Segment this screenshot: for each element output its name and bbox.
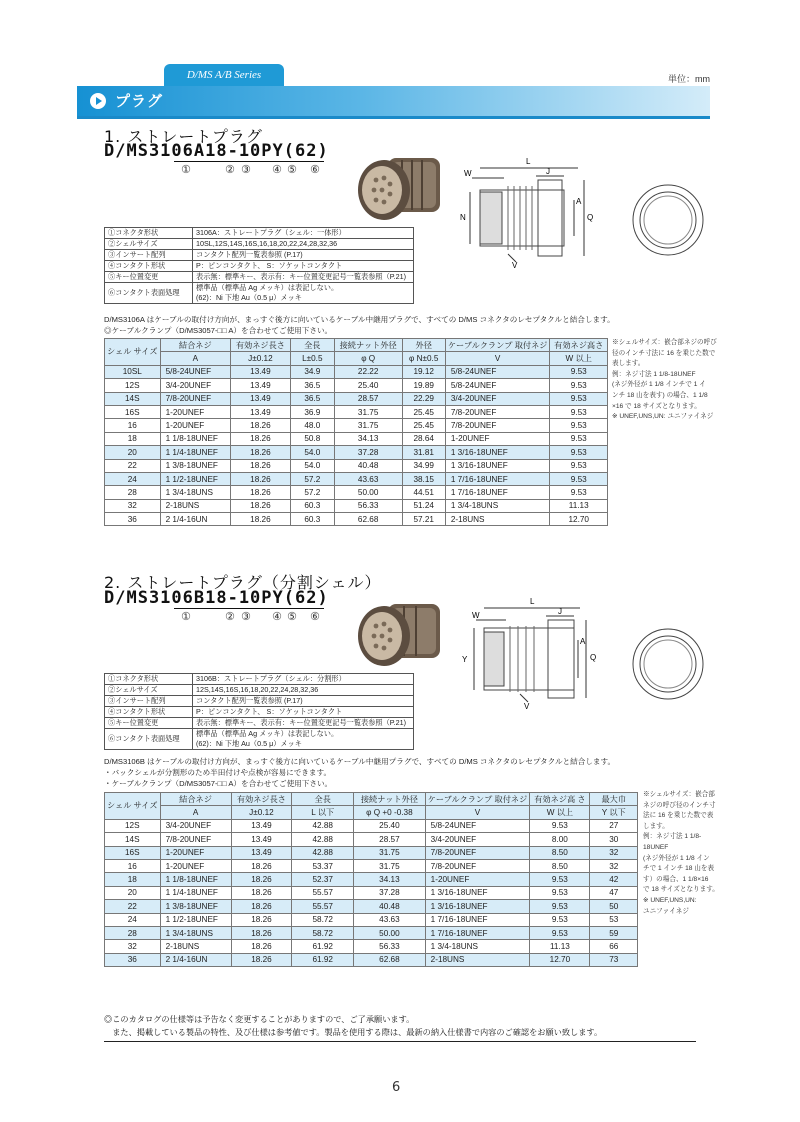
table-cell: 37.28 [354,886,426,899]
table-cell: 16 [105,419,161,432]
code-marker-5: ⑤ [287,610,297,623]
table-cell: 61.92 [292,940,354,953]
table-cell: 37.28 [334,446,402,459]
part-number-underline [174,161,324,162]
spec-row: ③インサート配列 コンタクト配列一覧表参照 (P.17) [105,250,414,261]
table-cell: 18.26 [231,859,292,872]
table-cell: 14S [105,833,161,846]
table-cell: 19.12 [402,365,445,378]
table-cell: 34.9 [290,365,334,378]
split-plug-side-drawing [454,592,604,710]
table-cell: 2 1/4-16UN [160,953,231,966]
table-cell: 57.2 [290,472,334,485]
table-cell: 25.45 [402,405,445,418]
table-cell: 1 3/4-18UNS [445,499,550,512]
table-row [105,365,608,378]
table-row [105,486,608,499]
table-cell: 18.26 [231,940,292,953]
table-cell: 9.53 [530,873,590,886]
table-cell: 31.75 [334,419,402,432]
table-cell: 13.49 [231,846,292,859]
section1-part-number: D/MS3106A18-10PY(62) [104,141,329,161]
table-cell: 54.0 [290,459,334,472]
spec-row: ⑥コンタクト表面処理 標準品（標準品 Ag メッキ）は表記しない。 (62)：Ni 下地 Au（0.5 μ）メッキ [105,729,414,750]
table-cell: 73 [590,953,638,966]
table-cell: 18.26 [231,486,291,499]
table-cell: 57.21 [402,513,445,526]
spec-row: ③インサート配列 コンタクト配列一覧表参照 (P.17) [105,696,414,707]
table-row [105,513,608,526]
table-cell: 36.5 [290,379,334,392]
table-cell: 28.57 [334,392,402,405]
table-cell: 34.99 [402,459,445,472]
table-cell: 9.53 [550,486,608,499]
dim-label-N: N [460,213,466,222]
table-cell: 8.50 [530,846,590,859]
table-row [105,940,638,953]
table-cell: 18.26 [231,446,291,459]
dim-label-Q: Q [587,213,594,222]
table-cell: 36 [105,953,161,966]
banner-title: プラグ [115,92,164,110]
table-cell: 7/8-20UNEF [425,846,530,859]
plug-side-drawing [448,150,598,270]
table-cell: 25.40 [334,379,402,392]
table-cell: 56.33 [334,499,402,512]
code-marker-2: ② [225,610,235,623]
table-cell: 1 3/16-18UNEF [425,886,530,899]
table-cell: 47 [590,886,638,899]
table-cell: 13.49 [231,392,291,405]
table-cell: 53 [590,913,638,926]
table-row [105,926,638,939]
table-cell: 12S [105,819,161,832]
table-cell: 31.75 [354,846,426,859]
table-cell: 22.22 [334,365,402,378]
table-cell: 3/4-20UNEF [160,819,231,832]
table-cell: 28.57 [354,833,426,846]
table-cell: 25.45 [402,419,445,432]
table-cell: 1-20UNEF [425,873,530,886]
table-row [105,379,608,392]
table-cell: 18.26 [231,926,292,939]
table-cell: 18 [105,432,161,445]
table-cell: 9.53 [530,913,590,926]
table-cell: 18.26 [231,499,291,512]
table-row [105,472,608,485]
col-nut-diameter: 接続ナット外径 [334,339,402,352]
table-cell: 24 [105,472,161,485]
table-cell: 9.53 [530,886,590,899]
table-cell: 3/4-20UNEF [445,392,550,405]
code-marker-4: ④ [272,163,282,176]
section1-note-2: ◎ケーブルクランプ（D/MS3057-□□ A）を合わせてご使用下さい。 [104,326,333,335]
table-cell: 1 3/8-18UNEF [160,900,231,913]
table-row [105,913,638,926]
table-cell: 13.49 [231,365,291,378]
play-arrow-icon [90,93,106,109]
table-cell: 19.89 [402,379,445,392]
table-cell: 5/8-24UNEF [160,365,230,378]
table-cell: 1 1/8-18UNEF [160,432,230,445]
col-outer-diameter: 外径 [402,339,445,352]
table-cell: 20 [105,886,161,899]
table-cell: 50 [590,900,638,913]
table-cell: 1-20UNEF [160,405,230,418]
table-cell: 7/8-20UNEF [160,392,230,405]
table-cell: 1 1/8-18UNEF [160,873,231,886]
dim-label-V: V [512,261,518,270]
code-marker-1: ① [181,610,191,623]
table-row [105,405,608,418]
table-cell: 36.9 [290,405,334,418]
unit-label: 単位：mm [668,74,710,84]
table-row [105,873,638,886]
table-cell: 25.40 [354,819,426,832]
table-row [105,419,608,432]
table-cell: 44.51 [402,486,445,499]
spec-row: ④コンタクト形状 P：ピンコンタクト、 S：ソケットコンタクト [105,261,414,272]
plug-photo [352,148,448,230]
table-cell: 32 [105,499,161,512]
table-cell: 7/8-20UNEF [445,405,550,418]
code-marker-5: ⑤ [287,163,297,176]
table-cell: 18.26 [231,873,292,886]
table-cell: 5/8-24UNEF [425,819,530,832]
table-cell: 18 [105,873,161,886]
table-cell: 13.49 [231,833,292,846]
table-cell: 60.3 [290,499,334,512]
table-cell: 14S [105,392,161,405]
table-cell: 2-18UNS [425,953,530,966]
table-cell: 13.49 [231,379,291,392]
dim-label-A: A [580,637,586,646]
table-row [105,499,608,512]
table-cell: 18.26 [231,432,291,445]
section2-part-number: D/MS3106B18-10PY(62) [104,588,329,608]
table-cell: 31.75 [334,405,402,418]
section2-note-1: D/MS3106B はケーブルの取付け方向が、まっすぐ後方に向いているケーブル中継用プラグで、すべての D/MS コネクタのレセプタクルと結合します。 [104,757,616,766]
table-cell: 48.0 [290,419,334,432]
section1-dimension-table: シェル サイズ 結合ネジ 有効ネジ長さ 全長 接続ナット外径 外径 ケーブルクランプ 取付ネジ 有効ネジ高さ A J±0.12 L±0.5 φ Q φ N±0.5 V W 以上 10SL 5/8-24UNEF 13.49 34.9 22.22 19.12 5/8-24UNEF 9.53 12S 3/4-20UNEF 13.49 36.5 25.40 19.89 5/8-24UNEF 9.53 14S 7/8-20UNEF 13.49 36.5 28.57 22.29 3/4-20UNEF 9.53 16S 1-20UNEF 13.49 36.9 31.75 25.45 7/8-20UNEF 9.53 16 1-20UNEF 18.26 48.0 31.75 25.45 7/8-20UNEF 9.53 18 1 1/8-18UNEF 18.26 50.8 34.13 28.64 1-20UNEF 9.53 20 1 1/4-18UNEF 18.26 54.0 37.28 31.81 1 3/16-18UNEF 9.53 22 1 3/8-18UNEF 18.26 54.0 40.48 34.99 1 3/16-18UNEF 9.53 24 1 1/2-18UNEF 18.26 57.2 43.63 38.15 1 7/16-18UNEF 9.53 28 1 3/4-18UNS 18.26 57.2 50.00 44.51 1 7/16-18UNEF 9.53 32 2-18UNS 18.26 60.3 56.33 51.24 1 3/4-18UNS 11.13 36 2 1/4-16UN 18.26 60.3 62.68 57.21 2-18UNS 12.70 [104,338,608,526]
table-cell: 1 7/16-18UNEF [445,472,550,485]
col-clamp-thread: ケーブルクランプ 取付ネジ [425,793,530,806]
table-cell: 18.26 [231,886,292,899]
table-cell: 50.00 [334,486,402,499]
section2-heading: 2. ストレートプラグ（分割シェル） [104,573,382,592]
footer-rule [104,1041,696,1042]
table-cell: 5/8-24UNEF [445,379,550,392]
table-cell: 9.53 [550,405,608,418]
table-cell: 16S [105,405,161,418]
table-cell: 18.26 [231,900,292,913]
spec-row: ⑤キー位置変更 表示無：標準キー、表示有：キー位置変更記号一覧表参照（P.21) [105,272,414,283]
section1-note-1: D/MS3106A はケーブルの取付け方向が、まっすぐ後方に向いているケーブル中継用プラグで、すべての D/MS コネクタのレセプタクルと結合します。 [104,315,615,324]
section-banner [77,86,710,116]
col-thread-height: 有効ネジ高さ [550,339,608,352]
dim-label-V: V [524,702,530,710]
table-cell: 1 3/4-18UNS [160,926,231,939]
table-cell: 7/8-20UNEF [160,833,231,846]
table-cell: 5/8-24UNEF [445,365,550,378]
table-cell: 1 7/16-18UNEF [425,913,530,926]
table-cell: 32 [590,846,638,859]
table-row [105,833,638,846]
part-number-underline [174,608,324,609]
table-row [105,846,638,859]
table-cell: 34.13 [334,432,402,445]
table-cell: 13.49 [231,405,291,418]
dim-label-W: W [472,611,480,620]
table-cell: 22 [105,459,161,472]
col-coupling-thread: 結合ネジ [160,339,230,352]
table-cell: 18.26 [231,472,291,485]
table-cell: 16 [105,859,161,872]
table-cell: 9.53 [550,446,608,459]
col-overall-length: 全長 [290,339,334,352]
col-overall-length: 全長 [292,793,354,806]
table-cell: 1 3/16-18UNEF [445,446,550,459]
spec-row: ②シェルサイズ 12S,14S,16S,16,18,20,22,24,28,32,36 [105,685,414,696]
table-cell: 12.70 [550,513,608,526]
table-cell: 9.53 [550,419,608,432]
table-cell: 10SL [105,365,161,378]
table-cell: 18.26 [231,513,291,526]
table-cell: 58.72 [292,913,354,926]
table-cell: 2-18UNS [445,513,550,526]
table-cell: 1 3/4-18UNS [425,940,530,953]
table-cell: 11.13 [530,940,590,953]
table-cell: 22 [105,900,161,913]
table-row [105,392,608,405]
table-cell: 9.53 [550,379,608,392]
section2-side-note: ※シェルサイズ：嵌合部 ネジの呼び径のインチ寸 法に 16 を乗じた数で表 します。 例：ネジ寸法 1 1/8- 18UNEF (ネジ外径が 1 1/8 イン チで 1 インチ 18 山を表 す）の場合、1 1/8×16 で 18 サイズとなります。 ※ UNEF,UNS,UN: ユニファイネジ [643,791,719,915]
code-marker-6: ⑥ [310,163,320,176]
col-nut-diameter: 接続ナット外径 [354,793,426,806]
table-cell: 1 3/8-18UNEF [160,459,230,472]
table-cell: 62.68 [354,953,426,966]
table-cell: 1-20UNEF [160,846,231,859]
table-cell: 7/8-20UNEF [425,859,530,872]
plug-front-drawing [630,182,706,258]
col-thread-length: 有効ネジ長さ [231,793,292,806]
dim-label-W: W [464,169,472,178]
table-cell: 24 [105,913,161,926]
dim-label-J: J [546,167,550,176]
section1-side-note: ※シェルサイズ：嵌合部ネジの呼び 径のインチ寸法に 16 を乗じた数で 表します。 例：ネジ寸法 1 1/8-18UNEF (ネジ外径が 1 1/8 インチで 1 イ ンチ 18 山を表す) の場合、1 1/8 ×16 で 18 サイズとなります。 ※ UNEF,UNS,UN: ユニファイネジ [612,339,717,421]
table-cell: 32 [105,940,161,953]
banner-underline [77,116,710,119]
table-cell: 1 1/2-18UNEF [160,472,230,485]
table-cell: 13.49 [231,819,292,832]
page-number: 6 [392,1080,401,1095]
table-cell: 9.53 [550,472,608,485]
table-cell: 34.13 [354,873,426,886]
table-cell: 53.37 [292,859,354,872]
table-cell: 11.13 [550,499,608,512]
code-marker-4: ④ [272,610,282,623]
section2-note-3: ・ケーブルクランプ（D/MS3057-□□ A）を合わせてご使用下さい。 [104,779,333,788]
section1-heading: 1. ストレートプラグ [104,127,263,146]
table-cell: 51.24 [402,499,445,512]
col-max-width: 最大巾 [590,793,638,806]
table-cell: 2 1/4-16UN [160,513,230,526]
table-cell: 43.63 [334,472,402,485]
table-cell: 8.00 [530,833,590,846]
table-cell: 22.29 [402,392,445,405]
table-cell: 36 [105,513,161,526]
dim-label-L: L [530,597,535,606]
table-cell: 28.64 [402,432,445,445]
dim-label-J: J [558,607,562,616]
table-cell: 59 [590,926,638,939]
table-cell: 38.15 [402,472,445,485]
spec-row: ⑥コンタクト表面処理 標準品（標準品 Ag メッキ）は表記しない。 (62)：Ni 下地 Au（0.5 μ）メッキ [105,283,414,304]
split-plug-front-drawing [630,626,706,702]
table-cell: 18.26 [231,913,292,926]
table-cell: 55.57 [292,900,354,913]
section2-note-2: ・バックシェルが分割形のため半田付けや点検が容易にできます。 [104,768,332,777]
table-cell: 42.88 [292,846,354,859]
col-coupling-thread: 結合ネジ [160,793,231,806]
footer-note-1: ◎このカタログの仕様等は予告なく変更することがありますので、ご了承願います。 [104,1015,415,1024]
table-cell: 9.53 [530,926,590,939]
table-row [105,859,638,872]
table-row [105,900,638,913]
spec-row: ⑤キー位置変更 表示無：標準キー、表示有：キー位置変更記号一覧表参照（P.21) [105,718,414,729]
table-cell: 16S [105,846,161,859]
table-cell: 54.0 [290,446,334,459]
footer-note-2: また、掲載している製品の特性、及び仕様は参考値です。製品を使用する際は、最新の納入仕様書で内容のご確認をお願い致します。 [104,1028,603,1037]
table-cell: 1 1/2-18UNEF [160,913,231,926]
table-cell: 1 3/16-18UNEF [445,459,550,472]
table-cell: 3/4-20UNEF [160,379,230,392]
table-cell: 30 [590,833,638,846]
table-cell: 7/8-20UNEF [445,419,550,432]
table-row [105,446,608,459]
table-cell: 57.2 [290,486,334,499]
table-row [105,459,608,472]
spec-row: ①コネクタ形状 3106A：ストレートプラグ（シェル：一体形） [105,228,414,239]
dim-label-A: A [576,197,582,206]
table-cell: 50.00 [354,926,426,939]
section2-spec-table [104,673,414,750]
table-cell: 27 [590,819,638,832]
table-cell: 1-20UNEF [160,859,231,872]
table-cell: 1-20UNEF [160,419,230,432]
table-cell: 3/4-20UNEF [425,833,530,846]
table-cell: 28 [105,926,161,939]
table-cell: 1 7/16-18UNEF [445,486,550,499]
spec-row: ②シェルサイズ 10SL,12S,14S,16S,16,18,20,22,24,28,32,36 [105,239,414,250]
table-cell: 9.53 [530,819,590,832]
table-cell: 1 3/16-18UNEF [425,900,530,913]
table-cell: 42.88 [292,819,354,832]
col-shell-size: シェル サイズ [105,339,161,366]
dim-label-L: L [526,157,531,166]
spec-row: ④コンタクト形状 P：ピンコンタクト、 S：ソケットコンタクト [105,707,414,718]
table-cell: 9.53 [550,365,608,378]
table-cell: 42.88 [292,833,354,846]
col-shell-size: シェル サイズ [105,793,161,820]
table-cell: 1-20UNEF [445,432,550,445]
table-cell: 62.68 [334,513,402,526]
code-marker-1: ① [181,163,191,176]
table-cell: 1 3/4-18UNS [160,486,230,499]
table-cell: 2-18UNS [160,940,231,953]
dim-label-Q: Q [590,653,597,662]
code-marker-2: ② [225,163,235,176]
table-cell: 56.33 [354,940,426,953]
table-cell: 9.53 [550,459,608,472]
table-cell: 50.8 [290,432,334,445]
split-shell-plug-photo [352,596,448,676]
col-thread-length: 有効ネジ長さ [231,339,291,352]
code-marker-6: ⑥ [310,610,320,623]
table-cell: 55.57 [292,886,354,899]
section1-spec-table [104,227,414,304]
col-clamp-thread: ケーブルクランプ 取付ネジ [445,339,550,352]
table-cell: 32 [590,859,638,872]
table-cell: 36.5 [290,392,334,405]
table-cell: 40.48 [354,900,426,913]
table-cell: 18.26 [231,953,292,966]
table-cell: 18.26 [231,419,291,432]
table-cell: 42 [590,873,638,886]
table-cell: 2-18UNS [160,499,230,512]
table-cell: 31.75 [354,859,426,872]
section2-dimension-table: シェル サイズ 結合ネジ 有効ネジ長さ 全長 接続ナット外径 ケーブルクランプ 取付ネジ 有効ネジ高 さ 最大巾 A J±0.12 L 以下 φ Q +0 -0.38 V W 以上 Y 以下 12S 3/4-20UNEF 13.49 42.88 25.40 5/8-24UNEF 9.53 27 14S 7/8-20UNEF 13.49 42.88 28.57 3/4-20UNEF 8.00 30 16S 1-20UNEF 13.49 42.88 31.75 7/8-20UNEF 8.50 32 16 1-20UNEF 18.26 53.37 31.75 7/8-20UNEF 8.50 32 18 1 1/8-18UNEF 18.26 52.37 34.13 1-20UNEF 9.53 42 20 1 1/4-18UNEF 18.26 55.57 37.28 1 3/16-18UNEF 9.53 47 22 1 3/8-18UNEF 18.26 55.57 40.48 1 3/16-18UNEF 9.53 50 24 1 1/2-18UNEF 18.26 58.72 43.63 1 7/16-18UNEF 9.53 53 28 1 3/4-18UNS 18.26 58.72 50.00 1 7/16-18UNEF 9.53 59 32 2-18UNS 18.26 61.92 56.33 1 3/4-18UNS 11.13 66 36 2 1/4-16UN 18.26 61.92 62.68 2-18UNS 12.70 73 [104,792,638,967]
table-cell: 20 [105,446,161,459]
table-cell: 61.92 [292,953,354,966]
table-cell: 8.50 [530,859,590,872]
table-row [105,432,608,445]
table-cell: 1 1/4-18UNEF [160,886,231,899]
code-marker-3: ③ [241,163,251,176]
table-cell: 9.53 [550,432,608,445]
col-thread-height: 有効ネジ高 さ [530,793,590,806]
table-cell: 28 [105,486,161,499]
table-row [105,819,638,832]
table-cell: 52.37 [292,873,354,886]
table-cell: 1 7/16-18UNEF [425,926,530,939]
table-cell: 58.72 [292,926,354,939]
table-cell: 12S [105,379,161,392]
table-cell: 60.3 [290,513,334,526]
table-cell: 9.53 [530,900,590,913]
table-row [105,886,638,899]
table-cell: 18.26 [231,459,291,472]
series-tab: D/MS A/B Series [164,64,284,86]
table-cell: 40.48 [334,459,402,472]
code-marker-3: ③ [241,610,251,623]
table-cell: 12.70 [530,953,590,966]
dim-label-Y: Y [462,655,468,664]
table-row [105,953,638,966]
table-cell: 31.81 [402,446,445,459]
table-cell: 66 [590,940,638,953]
table-cell: 9.53 [550,392,608,405]
spec-row: ①コネクタ形状 3106B：ストレートプラグ（シェル：分割形） [105,674,414,685]
table-cell: 1 1/4-18UNEF [160,446,230,459]
table-cell: 43.63 [354,913,426,926]
